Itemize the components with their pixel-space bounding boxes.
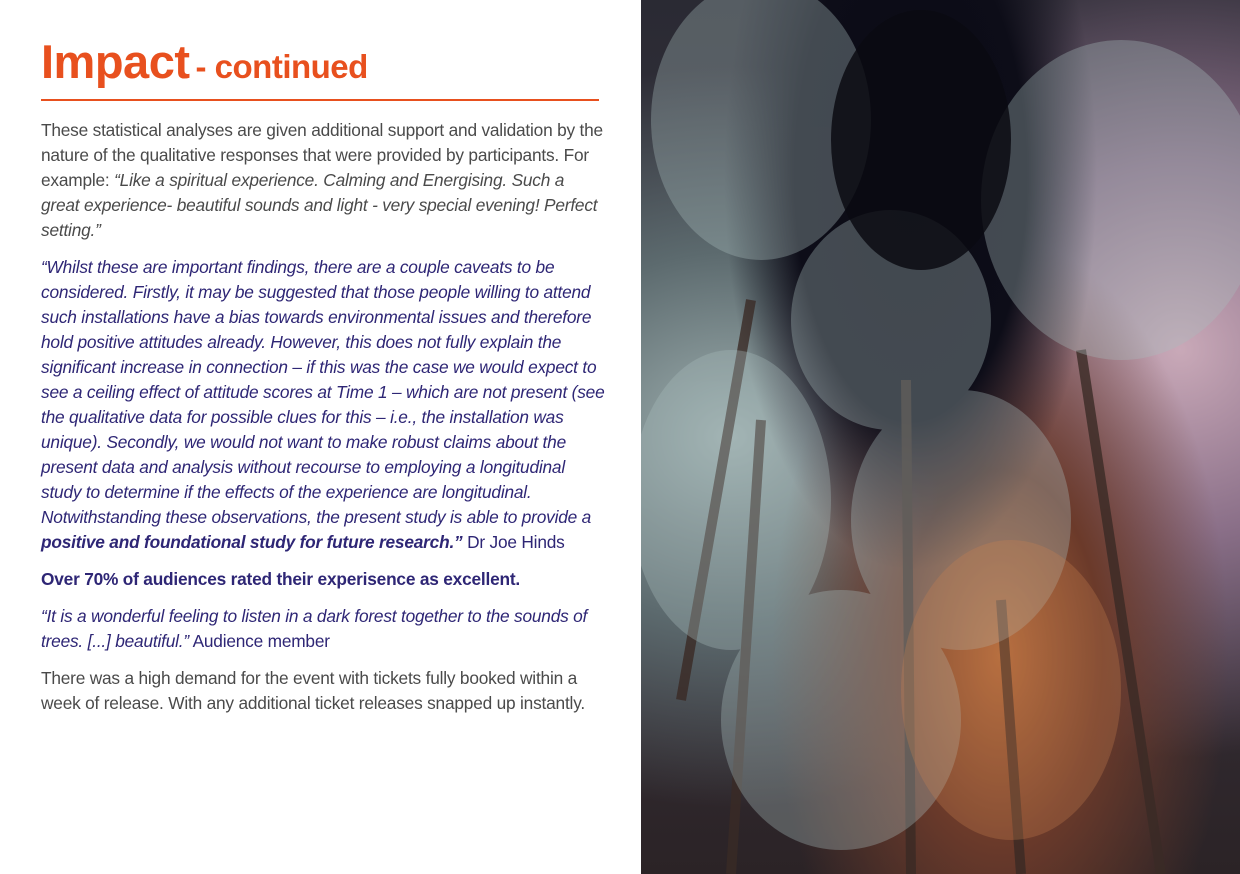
tree-silhouettes xyxy=(641,0,1240,874)
participant-quote: “Like a spiritual experience. Calming and Energising. Such a great experience- beautiful sounds and light - very special evening! Perfect setting.” xyxy=(41,170,598,240)
body-text xyxy=(41,118,607,728)
paragraph-researcher-quote xyxy=(41,255,607,555)
paragraph-intro xyxy=(41,118,607,243)
title-sub: - continued xyxy=(195,48,368,85)
researcher-attribution: Dr Joe Hinds xyxy=(462,532,565,552)
paragraph-audience-quote xyxy=(41,604,607,654)
title-main: Impact xyxy=(41,35,190,88)
title-divider xyxy=(41,99,599,101)
researcher-quote-bold: positive and foundational study for future research.” xyxy=(41,532,463,552)
paragraph-demand: There was a high demand for the event with tickets fully booked within a week of release. With any additional ticket releases snapped up instantly. xyxy=(41,668,585,713)
researcher-quote: “Whilst these are important findings, there are a couple caveats to be considered. Firstly, it may be suggested that those people willing to attend such installations have a bias towards environmental issues and therefore hold positive attitudes already. However, this does not fully explain the significant increase in connection – if this was the case we would expect to see a ceiling effect of attitude scores at Time 1 – which are not present (see the qualitative data for possible clues for this – i.e., the installation was unique). Secondly, we would not want to make robust claims about the present data and analysis without recourse to employing a longitudinal study to determine if the effects of the experience are longitudinal. Notwithstanding these observations, the present study is able to provide a xyxy=(41,257,605,527)
audience-attribution: Audience member xyxy=(188,631,330,651)
paragraph-stat: Over 70% of audiences rated their experisence as excellent. xyxy=(41,569,521,589)
page-title xyxy=(41,34,368,89)
forest-night-photo xyxy=(641,0,1240,874)
intro-text: These statistical analyses are given additional support and validation by the nature of the qualitative responses that were provided by participants. For example: xyxy=(41,120,603,190)
audience-quote: “It is a wonderful feeling to listen in a dark forest together to the sounds of trees. [...] beautiful.” xyxy=(41,606,588,651)
